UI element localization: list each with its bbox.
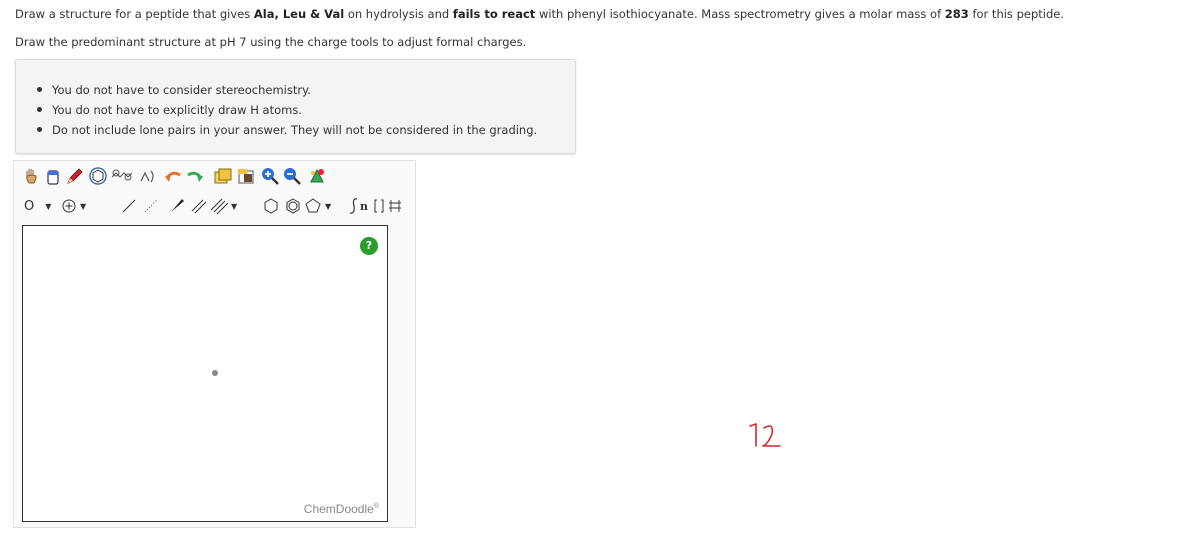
pencil-icon[interactable] [64,165,86,187]
fails-to-react-text: fails to react [452,7,536,21]
chemdoodle-editor [13,160,416,528]
hand-icon[interactable] [20,165,42,187]
dashed-bond-icon[interactable] [140,195,162,217]
bracket-icon[interactable] [372,195,386,217]
dagger-icon[interactable] [388,195,402,217]
charge-plus-icon[interactable] [62,195,92,217]
chevron-down-icon: ▼ [45,201,52,211]
brand-mark: ® [373,503,379,510]
hint-box [15,59,576,154]
question-text: with phenyl isothiocyanate. Mass spectrometry gives a molar mass of [535,7,945,21]
zoom-out-icon[interactable] [281,165,303,187]
chemdoodle-logo [304,502,379,516]
cyclohexane-icon[interactable] [260,195,282,217]
editor-toolbar-bottom [14,193,415,219]
pentagon-icon[interactable] [304,195,338,217]
question-text: Draw a structure for a peptide that gives [15,7,254,21]
chevron-down-icon: ▼ [325,201,332,211]
sgroup-icon[interactable] [344,195,372,217]
help-button[interactable]: ? [360,237,378,255]
double-bond-icon[interactable] [188,195,210,217]
handwritten-mark [746,420,786,456]
brand-text: ChemDoodle [303,502,374,516]
question-line-1 [15,7,1064,21]
copy-icon[interactable] [212,165,234,187]
triple-bond-icon[interactable] [210,195,244,217]
element-label: O [24,198,35,214]
undo-icon[interactable] [162,165,184,187]
question-text: on hydrolysis and [344,7,453,21]
question-line-2: Draw the predominant structure at pH 7 using the charge tools to adjust formal charges. [15,35,527,49]
hint-item: Do not include lone pairs in your answer. They will not be considered in the grading. [52,120,537,140]
clean-icon[interactable] [306,165,328,187]
redo-icon[interactable] [184,165,206,187]
editor-toolbar-top [14,163,415,189]
hint-list [16,80,537,140]
hint-item: You do not have to explicitly draw H atoms. [52,100,537,120]
molar-mass-value: 283 [944,7,969,21]
question-text: for this peptide. [968,7,1064,21]
drawing-canvas[interactable] [22,225,388,522]
hint-item: You do not have to consider stereochemistry. [52,80,537,100]
bracket-ring-icon[interactable] [136,165,158,187]
element-selector[interactable] [24,195,58,217]
benzene-icon[interactable] [282,195,304,217]
clear-icon[interactable] [235,165,257,187]
residues-text: Ala, Leu & Val [253,7,345,21]
single-bond-icon[interactable] [118,195,140,217]
zoom-in-icon[interactable] [259,165,281,187]
eraser-icon[interactable] [42,165,64,187]
sgroup-label: n [360,199,368,213]
chevron-down-icon: ▼ [231,201,238,211]
template-ring-icon[interactable] [87,165,109,187]
chevron-down-icon: ▼ [80,201,87,211]
wedge-bond-icon[interactable] [166,195,188,217]
chain-template-icon[interactable] [110,165,136,187]
canvas-cursor-dot [212,370,218,376]
